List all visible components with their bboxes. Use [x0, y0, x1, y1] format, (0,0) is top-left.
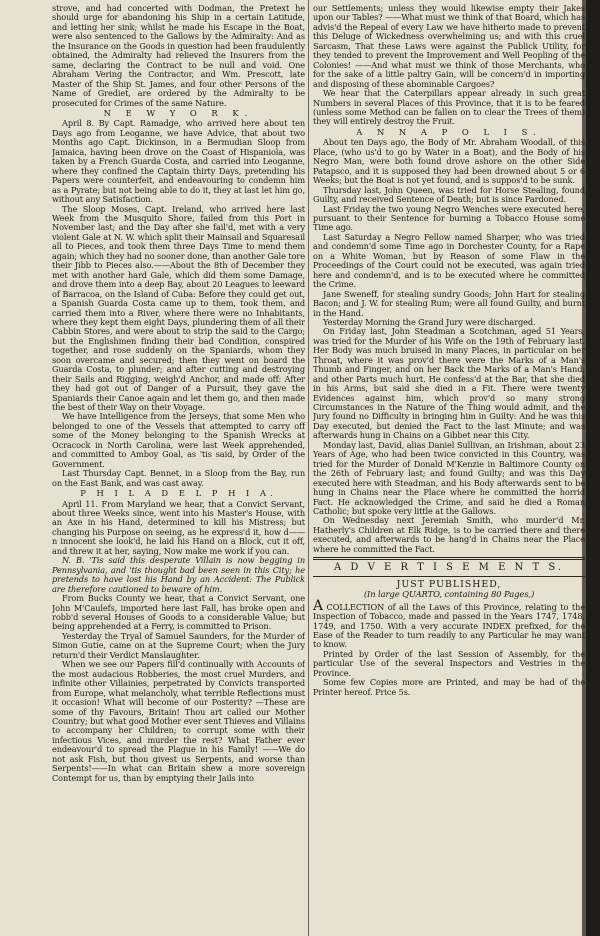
- annapolis-paragraph: Jane Sweneff, for stealing sundry Goods; John Hart for stealing Bacon; and J. W. for stealing Rum; were all found Guilty, and burnt in the Hand.: [313, 288, 585, 318]
- quarto-note: (In large QUARTO, containing 80 Pages,): [363, 589, 535, 600]
- annapolis-dateline: A N N A P O L I S.: [356, 126, 542, 137]
- advertisements-heading: A D V E R T I S E M E N T S.: [333, 562, 564, 574]
- newyork-dateline: N E W Y O R K.: [103, 107, 254, 118]
- drop-cap: A: [313, 597, 324, 614]
- column-rule: [308, 0, 309, 936]
- caterpillar-paragraph: We hear that the Caterpillars appear already in such great Numbers in several Places of this Province, that it is to be feared (unless some Method can be fallen on to clear the Trees of them) they will entirely destroy the Fruit.: [313, 88, 585, 127]
- annapolis-paragraph: On Friday last, John Steadman a Scotchman, aged 51 Years, was tried for the Murder of his Wife on the 19th of February last. Her Body was much bruised in many Places, in particular on her Throat, where it was prov'd there were the Marks of a Man's Thumb and Finger, and on her Back the Marks of a Man's Hand; and other Parts much hurt. He confess'd at the Bar, that she died in his Arms, but said she died in a Fit. There were twenty Evidences against him, which prov'd so many strong Circumstances in the Nature of the Thing would admit, and the Jury found no Difficulty in bringing him in Guilty: And he was this Day executed, but denied the Fact to the last Minute; and was afterwards hung in Chains on a Gibbet near this City.: [313, 326, 585, 441]
- annapolis-paragraph: Last Saturday a Negro Fellow named Sharper, who was tried and condemn'd some Time ago in Dorchester County, for a Rape on a White Woman, but by Reason of some Flaw in the Proceedings of the Court could not be executed, was again tried here and condemn'd, and is to be executed where he committed the Crime.: [313, 231, 585, 290]
- newyork-paragraph: April 8. By Capt. Ramadge, who arrived here about ten Days ago from Leoganne, we have Advice, that about two Months ago Capt. Dickinson, in a Bermudian Sloop from Jamaica, having been drove on the Coast of Hispaniola, was taken by a French Guarda Costa, and carried into Leoganne, where they confined the Captain thirty Days, pretending his Papers were counterfeit, and endeavouring to condemn him as a Pyrate; but not being able to do it, they at last let him go, without any Satisfaction.: [52, 118, 305, 205]
- advertisement-paragraph: Some few Copies more are Printed, and may be had of the Printer hereof. Price 5s.: [313, 677, 585, 697]
- left-column: [52, 4, 305, 930]
- annapolis-paragraph: Thursday last, John Queen, was tried for Horse Stealing, found Guilty, and received Sentence of Death; but is since Pardoned.: [313, 184, 585, 205]
- advertisements-rule: [313, 576, 585, 577]
- philadelphia-paragraph: From Bucks County we hear, that a Convict Servant, one John M'Caulefs, imported here last Fall, has broke open and robb'd several Houses of Goods to a considerable Value; but being apprehended at a Ferry, is committed to Prison.: [52, 593, 305, 632]
- advertisement-text: COLLECTION of all the Laws of this Province, relating to the Inspection of Tobacco, made and passed in the Years 1747, 1748, 1749, and 1750. With a very accurate INDEX prefixed, for the Ease of the Reader to turn readily to any Particular he may want to know.: [313, 601, 585, 650]
- philadelphia-dateline: P H I L A D E L P H I A.: [80, 488, 277, 499]
- advertisement-paragraph: [313, 597, 585, 650]
- philadelphia-paragraph: N. B. 'Tis said this desperate Villain is now begging in Pennsylvania, and 'tis thought bad been seen in this City; he pretends to have lost his Hand by an Accident: The Publick are therefore cautioned to beware of him.: [52, 555, 305, 594]
- philadelphia-paragraph: When we see our Papers fill'd continually with Accounts of the most audacious Robberies, the most cruel Murders, and infinite other Villainies, perpetrated by Convicts transported from Europe, what melancholy, what terrible Reflections must it occasion! What will become of our Posterity? —These are some of thy Favours, Britain! Thou art called our Mother Country; but what good Mother ever sent Thieves and Villains to accompany her Children; to corrupt some with their infectious Vices, and murder the rest? What Father ever endeavour'd to spread the Plague in his Family! ——We do not ask Fish, but thou givest us Serpents, and worse than Serpents!——In what can Britain shew a more sovereign Contempt for us, than by emptying their Jails into: [52, 659, 305, 783]
- advertisements-rule: [313, 557, 585, 560]
- newyork-paragraph: The Sloop Moses, Capt. Ireland, who arrived here last Week from the Musquito Shore, failed from this Port in November last; and the Day after she fail'd, met with a very violent Gale at N. W. which split their Mainsail and Squaresail all to Pieces, and took them three Days Time to mend them again; which they had no sooner done, than another Gale tore their Jibb to Pieces also.——About the 8th of December they met with another hard Gale, which did them some Damage, and drove them into a deep Bay, about 20 Leagues to leeward of Barracoa, on the Island of Cuba: Before they could get out, a Spanish Guarda Costa came up to them, took them, and carried them into a River, where there were no Inhabitants, where they kept them eight Days, plundering them of all their Cabbin Stores, and were about to strip the said to the Cargo; but the Englishmen finding their bad Condition, conspired together, and rose suddenly on the Spaniards, whom they soon overcame and secured; then they went on board the Guarda Costa, to plunder; and after cutting and destroying their Sails and Rigging, weigh'd Anchor, and made off: After they had got out of Danger of a Pursuit, they gave the Spaniards their Canoe again and let them go, and then made the best of their Way on their Voyage.: [52, 203, 305, 413]
- philadelphia-paragraph: April 11. From Maryland we hear, that a Convict Servant, about three Weeks since, went into his Master's House, with an Axe in his Hand, determined to kill his Mistress; but changing his Purpose on seeing, as he express'd it, how d——n innocent she look'd, he laid his Hand on a Block, cut it off, and threw it at her, saying, Now make me work if you can.: [52, 498, 305, 556]
- annapolis-paragraph: On Wednesday next Jeremiah Smith, who murder'd Mr. Hatherly's Children at Elk Ridge, is to be carried there and there executed, and afterwards to be hang'd in Chains near the Place where he committed the Fact.: [313, 515, 585, 554]
- advertisement-paragraph: Printed by Order of the last Session of Assembly, for the particular Use of the several Inspectors and Vestries in the Province.: [313, 648, 585, 678]
- annapolis-paragraph: Last Friday the two young Negro Wenches were executed here, pursuant to their Sentence for burning a Tobacco House some Time ago.: [313, 203, 585, 233]
- just-published-heading: JUST PUBLISHED,: [396, 578, 502, 590]
- annapolis-paragraph: Monday last, David, alias Daniel Sullivan, an Irishman, about 23 Years of Age, who had been twice convicted in this Country, was tried for the Murder of Donald M'Kenzie in Baltimore County on the 26th of February last; and found Guilty; and was this Day executed here with Steadman, and his Body afterwards sent to be hung in Chains near the Place where he committed the horrid Fact. He acknowledged the Crime, and said he died a Roman Catholic; but spoke very little at the Gallows.: [313, 439, 585, 517]
- annapolis-paragraph: Yesterday Morning the Grand Jury were discharged.: [323, 316, 536, 327]
- right-column: [313, 4, 585, 930]
- newyork-paragraph: We have Intelligence from the Jerseys, that some Men who belonged to one of the Vessels that attempted to carry off some of the Money belonging to the Spanish Wrecks at Ocracock in North Carolina, were last Week apprehended, and committed to Amboy Goal, as 'tis said, by Order of the Government.: [52, 411, 305, 469]
- right-top-paragraph: our Settlements; unless they would likewise empty their Jakes upon our Tables? ——What must we think of that Board, which has advis'd the Repeal of every Law we have hitherto made to prevent this Deluge of Wickedness overwhelming us; and with this cruel Sarcasm, That these Laws were against the Publick Utility, for they tended to prevent the Improvement and Well Peopling of the Colonies! ——And what must we think of those Merchants, who for the sake of a little paltry Gain, will be concern'd in importing and disposing of these abominable Cargoes?: [313, 4, 585, 89]
- left-top-paragraph: strove, and had concerted with Dodman, the Pretext he should urge for abandoning his Ship in a certain Latitude, and letting her sink; whilst he made his Escape in the Boat, were also sentenced to the Gallows by the Admiralty: And as the Insurance on the Goods in question had been fraudulently obtained, the Admiralty had relieved the Insurers from the same, declaring the Contract to be null and void. One Abraham Vering the Contractor, and Wm. Prescott, late Master of the Ship St. James, and four other Persons of the Name of Grediet, are ordered by the Admiralty to be prosecuted for Crimes of the same Nature.: [52, 4, 305, 108]
- newyork-paragraph: Last Thursday Capt. Bennet, in a Sloop from the Bay, run on the East Bank, and was cast away.: [52, 468, 305, 488]
- page-edge: [586, 0, 600, 936]
- annapolis-paragraph: About ten Days ago, the Body of Mr. Abraham Woodall, of this Place, (who us'd to go by Water in a Boat), and the Body of his Negro Man, were both found drove ashore on the other Side Patapsco, and it is supposed they had been drowned about 5 or 6 Weeks; but the Boat is not yet found, and is suppos'd to be sunk.: [313, 137, 585, 186]
- philadelphia-paragraph: Yesterday the Tryal of Samuel Saunders, for the Murder of Simon Gutie, came on at the Supreme Court; when the Jury return'd their Verdict Manslaughter.: [52, 630, 305, 660]
